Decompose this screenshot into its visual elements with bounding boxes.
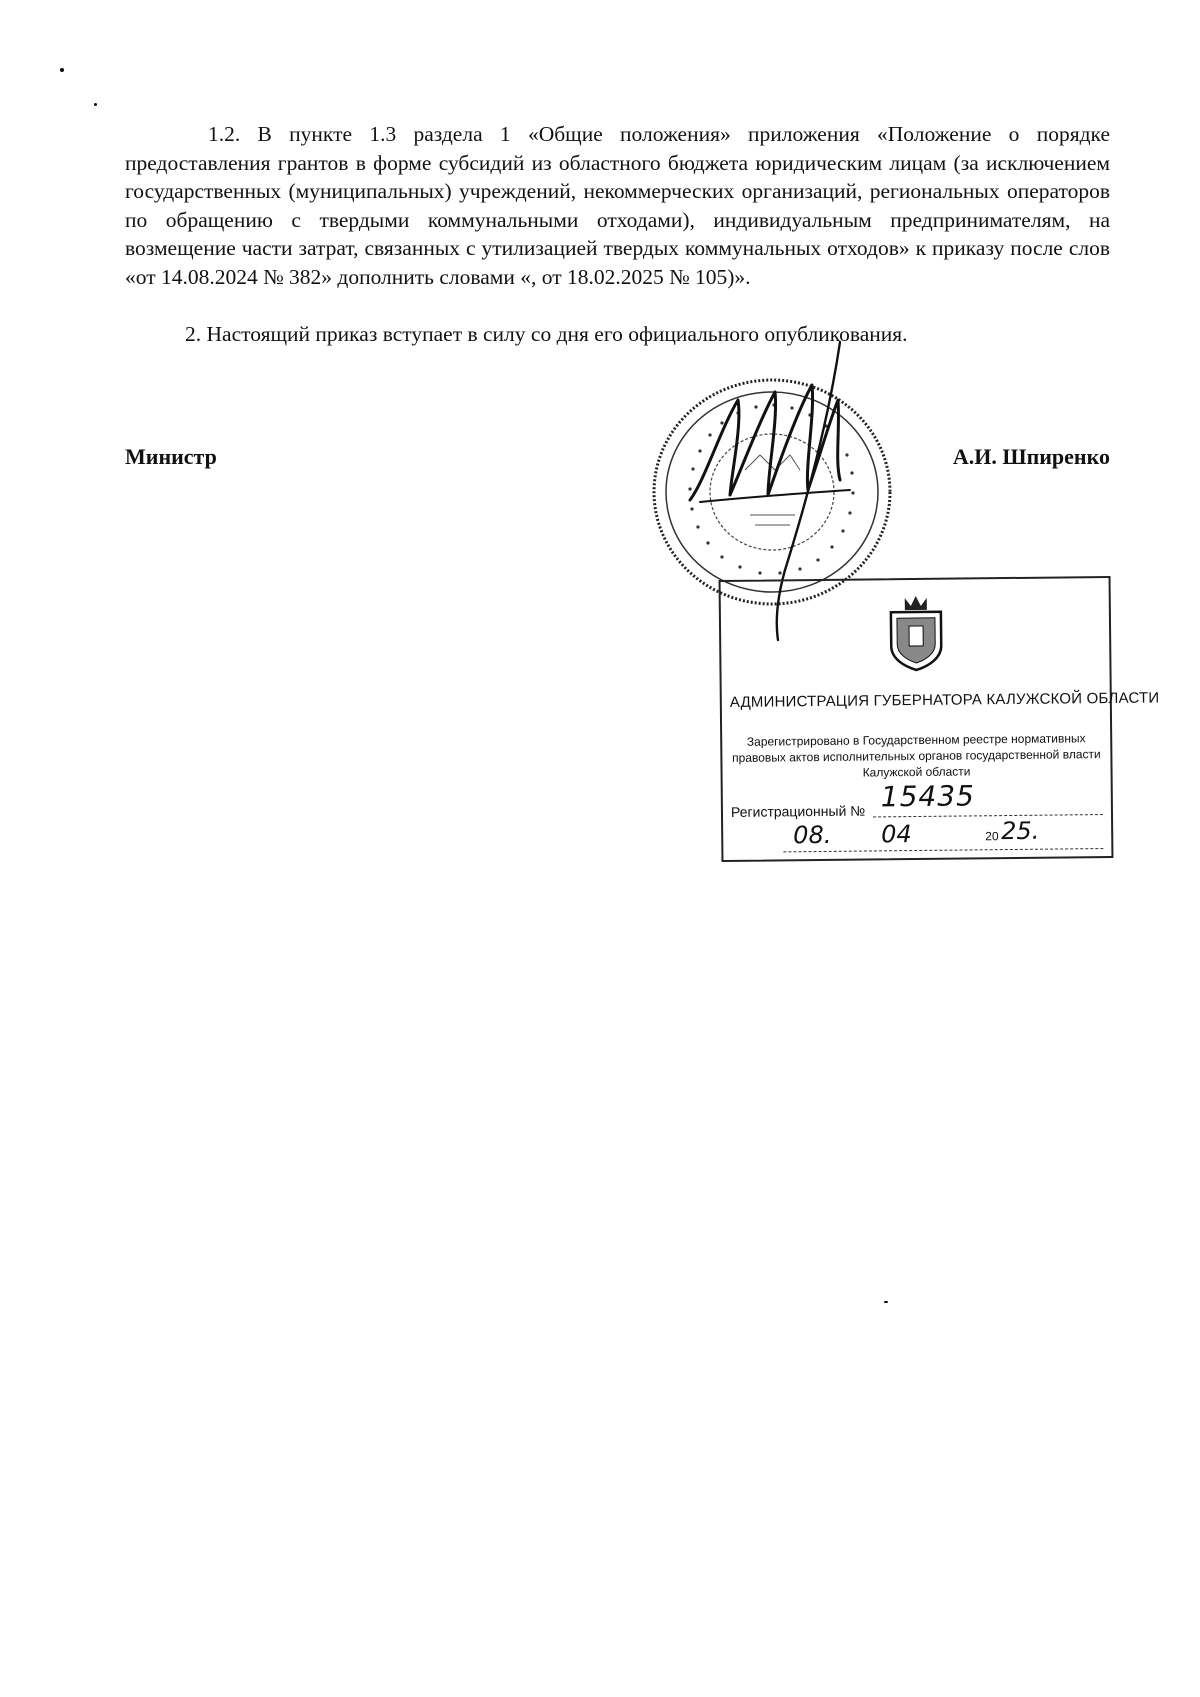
- registration-number-line: [873, 814, 1103, 817]
- registration-year: 25.: [1001, 816, 1040, 846]
- stamp-organization: АДМИНИСТРАЦИЯ ГУБЕРНАТОРА КАЛУЖСКОЙ ОБЛАСТИ: [729, 689, 1160, 711]
- scan-speck: [60, 68, 64, 72]
- registration-stamp: [719, 576, 1160, 862]
- scan-speck: [884, 1301, 888, 1303]
- registration-day: 08.: [793, 820, 832, 850]
- paragraph-1-2: 1.2. В пункте 1.3 раздела 1 «Общие положения» приложения «Положение о порядке предоставления грантов в форме субсидий из областного бюджета юридическим лицам (за исключением государственных (муниципальных) учреждений, некоммерческих организаций, региональных операторов по обращению с твердыми коммунальными отходами), индивидуальным предпринимателям, на возмещение части затрат, связанных с утилизацией твердых коммунальных отходов» к приказу после слов «от 14.08.2024 № 382» дополнить словами «, от 18.02.2025 № 105)».: [125, 122, 1110, 289]
- registration-number-label: Регистрационный №: [730, 802, 866, 820]
- registration-month: 04: [881, 820, 912, 849]
- signatory-name: А.И. Шпиренко: [952, 444, 1110, 469]
- stamp-note-line: Калужской области: [862, 764, 971, 780]
- scan-speck: [94, 103, 97, 106]
- stamp-note-line: правовых актов исполнительных органов государственной власти: [732, 747, 1101, 765]
- stamp-note-line: Зарегистрировано в Государственном реестре нормативных: [746, 731, 1086, 749]
- paragraph-2: 2. Настоящий приказ вступает в силу со дня его официального опубликования.: [185, 322, 908, 346]
- coat-of-arms-icon: [883, 594, 950, 673]
- signatory-title: Министр: [125, 444, 217, 469]
- registration-year-prefix: 20: [985, 829, 999, 844]
- registration-number: 15435: [880, 779, 976, 814]
